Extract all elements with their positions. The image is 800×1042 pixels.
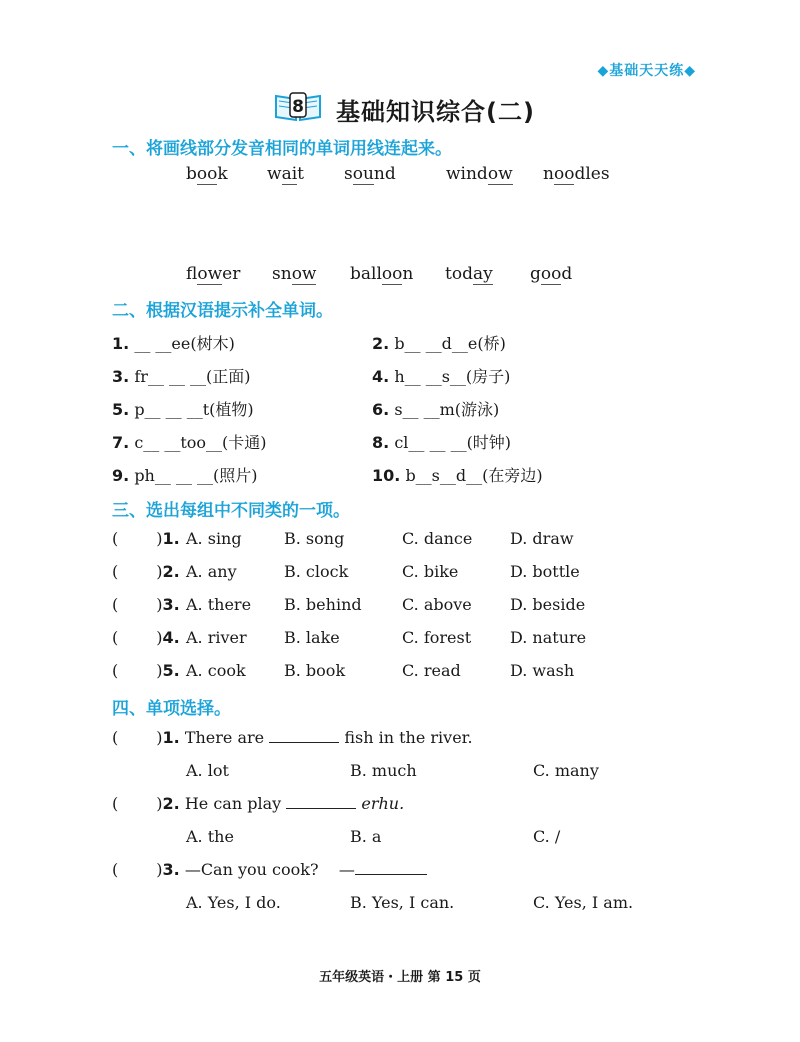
fill-item: 6. s__ __m(游泳) — [372, 400, 500, 419]
option-b: B. much — [350, 761, 417, 780]
option-a: A. sing — [186, 529, 242, 548]
option-b: B. clock — [284, 562, 349, 581]
word-flower: flower — [186, 264, 241, 284]
option-a: A. the — [186, 827, 234, 846]
option-a: A. there — [186, 595, 252, 614]
answer-paren[interactable]: ( )5. — [112, 661, 180, 680]
page-title: 基础知识综合(二) — [336, 98, 535, 126]
option-d: D. wash — [510, 661, 575, 680]
series-tag: ◆基础天天练◆ — [597, 63, 696, 79]
word-wait: wait — [267, 164, 304, 184]
option-c: C. dance — [402, 529, 473, 548]
fill-item: 3. fr__ __ __(正面) — [112, 367, 251, 386]
option-c: C. above — [402, 595, 472, 614]
word-balloon: balloon — [350, 264, 414, 284]
option-b: B. Yes, I can. — [350, 893, 455, 912]
fill-item: 4. h__ __s__(房子) — [372, 367, 511, 386]
answer-blank[interactable] — [355, 860, 427, 875]
fill-item: 1. __ __ee(树木) — [112, 334, 235, 353]
page-footer: 五年级英语・上册 第 15 页 — [319, 970, 481, 985]
answer-blank[interactable] — [286, 794, 356, 809]
section4-heading: 四、单项选择。 — [112, 699, 231, 719]
answer-paren[interactable]: ( )4. — [112, 628, 180, 647]
option-c: C. bike — [402, 562, 459, 581]
word-noodles: noodles — [543, 164, 610, 184]
option-a: A. lot — [186, 761, 229, 780]
answer-paren[interactable]: ( )2. — [112, 562, 180, 581]
option-b: B. song — [284, 529, 345, 548]
lesson-number: 8 — [292, 97, 304, 117]
option-a: A. cook — [186, 661, 246, 680]
option-c: C. Yes, I am. — [533, 893, 634, 912]
option-d: D. bottle — [510, 562, 580, 581]
answer-paren[interactable]: ( )3. — [112, 595, 180, 614]
option-d: D. beside — [510, 595, 586, 614]
mc-question: ( )2. He can play erhu. — [112, 794, 405, 813]
word-book: book — [186, 164, 228, 184]
option-b: B. lake — [284, 628, 340, 647]
option-c: C. / — [533, 827, 561, 846]
word-today: today — [445, 264, 493, 284]
fill-item: 2. b__ __d__e(桥) — [372, 334, 506, 353]
section2-heading: 二、根据汉语提示补全单词。 — [112, 301, 333, 321]
open-book-icon — [272, 92, 324, 122]
answer-paren[interactable]: ( )1. — [112, 529, 180, 548]
fill-item: 5. p__ __ __t(植物) — [112, 400, 254, 419]
word-window: window — [446, 164, 513, 184]
option-c: C. forest — [402, 628, 472, 647]
fill-item: 10. b__s__d__(在旁边) — [372, 466, 543, 485]
option-b: B. a — [350, 827, 382, 846]
fill-item: 7. c__ __too__(卡通) — [112, 433, 267, 452]
option-d: D. nature — [510, 628, 587, 647]
section1-heading: 一、将画线部分发音相同的单词用线连起来。 — [112, 139, 452, 159]
option-c: C. many — [533, 761, 599, 780]
section3-heading: 三、选出每组中不同类的一项。 — [112, 501, 350, 521]
mc-question: ( )1. There are fish in the river. — [112, 728, 473, 747]
fill-item: 8. cl__ __ __(时钟) — [372, 433, 512, 452]
option-a: A. river — [186, 628, 247, 647]
option-c: C. read — [402, 661, 461, 680]
option-b: B. behind — [284, 595, 362, 614]
word-good: good — [530, 264, 573, 284]
option-a: A. any — [186, 562, 237, 581]
word-snow: snow — [272, 264, 317, 284]
option-a: A. Yes, I do. — [186, 893, 281, 912]
fill-item: 9. ph__ __ __(照片) — [112, 466, 258, 485]
answer-blank[interactable] — [269, 728, 339, 743]
option-d: D. draw — [510, 529, 574, 548]
mc-question: ( )3. —Can you cook? — — [112, 860, 427, 879]
word-sound: sound — [344, 164, 396, 184]
option-b: B. book — [284, 661, 346, 680]
